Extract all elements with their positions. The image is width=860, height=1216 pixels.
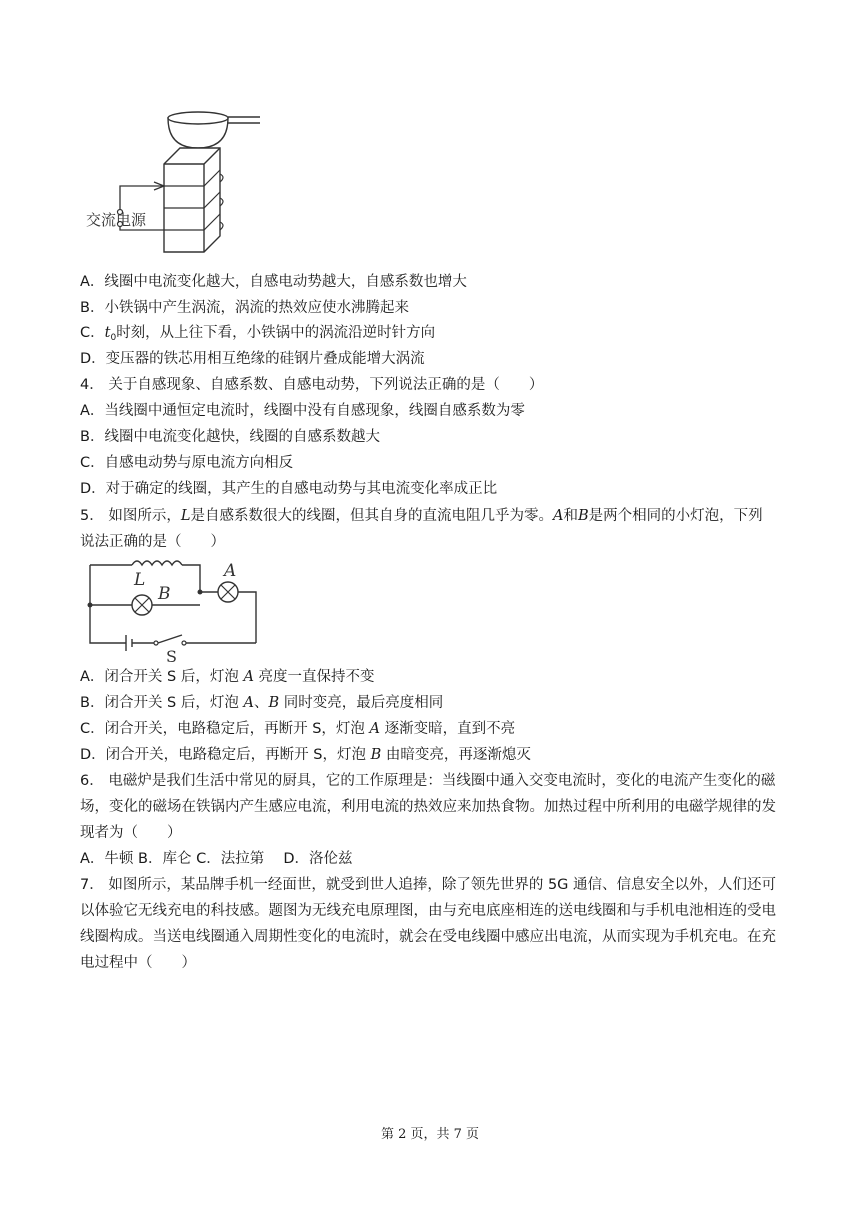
svg-text:S: S <box>166 647 177 665</box>
q5-option-b: B．闭合开关 S 后，灯泡 A、B 同时变亮，最后亮度相同 <box>80 695 444 711</box>
q4-option-d: D．对于确定的线圈，其产生的自感电动势与其电流变化率成正比 <box>80 481 498 497</box>
q4-stem: 4． 关于自感现象、自感系数、自感电动势，下列说法正确的是（ ） <box>80 377 544 393</box>
inductor-coil <box>132 561 182 565</box>
q4-option-a: A．当线圈中通恒定电流时，线圈中没有自感现象，线圈自感系数为零 <box>80 403 525 419</box>
q3-option-a: A．线圈中电流变化越大，自感电动势越大，自感系数也增大 <box>80 274 467 290</box>
q4-option-b: B．线圈中电流变化越快，线圈的自感系数越大 <box>80 429 380 445</box>
q6-stem-line2: 场，变化的磁场在铁锅内产生感应电流，利用电流的热效应来加热食物。加热过程中所利用的电磁学规律的发 <box>80 799 776 815</box>
q6-stem-line1: 6． 电磁炉是我们生活中常见的厨具，它的工作原理是：当线圈中通入交变电流时，变化的电流产生变化的磁 <box>80 773 776 789</box>
q7-stem-line4: 电过程中（ ） <box>80 955 196 971</box>
power-source-label: 交流电源 <box>86 211 147 229</box>
q7-stem-line1: 7． 如图所示，某品牌手机一经面世，就受到世人追捧，除了领先世界的 5G 通信、信息安全以外，人们还可 <box>80 877 777 893</box>
q5-option-c: C．闭合开关，电路稳定后，再断开 S，灯泡 A 逐渐变暗，直到不亮 <box>80 721 516 737</box>
q3-option-d: D．变压器的铁芯用相互绝缘的硅钢片叠成能增大涡流 <box>80 351 425 367</box>
q3-option-b: B．小铁锅中产生涡流，涡流的热效应使水沸腾起来 <box>80 300 409 316</box>
induction-cooker-figure <box>80 100 260 260</box>
q7-stem-line2: 以体验它无线充电的科技感。题图为无线充电原理图，由与充电底座相连的送电线圈和与手机电池相连的受电 <box>80 903 776 919</box>
lamp-a <box>218 582 238 602</box>
q3-option-c: C．$t_0$时刻，从上往下看，小铁锅中的涡流沿逆时针方向 <box>80 325 436 343</box>
q5-option-a: A．闭合开关 S 后，灯泡 A 亮度一直保持不变 <box>80 669 375 685</box>
q6-options: A．牛顿 B．库仑 C．法拉第 D．洛伦兹 <box>80 851 353 867</box>
svg-text:L: L <box>134 570 146 590</box>
page-number-footer: 第 2 页，共 7 页 <box>380 1127 480 1142</box>
lamp-b <box>132 595 152 615</box>
q6-stem-line3: 现者为（ ） <box>80 825 182 841</box>
q5-stem-line2: 说法正确的是（ ） <box>80 534 225 550</box>
circuit-diagram <box>80 555 270 665</box>
svg-text:B: B <box>158 584 171 604</box>
q4-option-c: C．自感电动势与原电流方向相反 <box>80 455 294 471</box>
q5-option-d: D．闭合开关，电路稳定后，再断开 S，灯泡 B 由暗变亮，再逐渐熄灭 <box>80 747 531 763</box>
switch-s <box>158 635 182 643</box>
q7-stem-line3: 线圈构成。当送电线圈通入周期性变化的电流时，就会在受电线圈中感应出电流，从而实现为手机充电。在充 <box>80 929 776 945</box>
svg-text:A: A <box>224 561 237 581</box>
q5-stem: 5． 如图所示，L是自感系数很大的线圈，但其自身的直流电阻几乎为零。A和B是两个相同的小灯泡，下列 <box>80 508 763 524</box>
